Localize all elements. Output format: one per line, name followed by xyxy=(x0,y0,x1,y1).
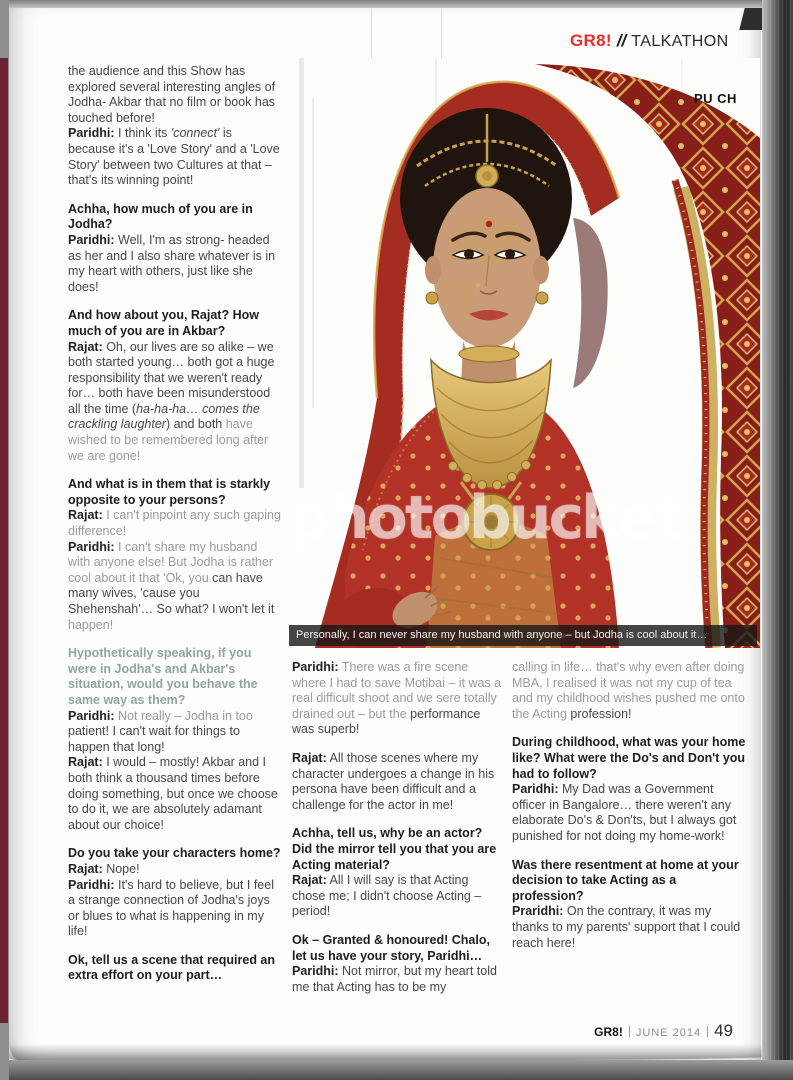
text-run: profession! xyxy=(570,706,632,721)
text-run: the audience and this Show has explored several interesting angles of Jodha- Akbar that no film or book has touched before! xyxy=(68,64,276,125)
text-run: Rajat: xyxy=(68,861,103,876)
question-heading: During childhood, what was your home like? What were the Do's and Don't you had to follow? xyxy=(512,735,746,781)
text-run: All I will say is that Acting chose me; I didn't choose Acting – period! xyxy=(292,873,482,919)
text-run: Rajat: xyxy=(292,873,327,888)
answer-paragraph xyxy=(512,904,748,951)
text-run: It's hard to believe, but I feel a strange connection of Jodha's joys or blues to what is happening in my life! xyxy=(68,877,274,939)
text-run: I think its xyxy=(114,126,171,141)
portrait-photo-illustration xyxy=(285,58,760,648)
text-run: Rajat: xyxy=(68,339,103,354)
text-run: happen! xyxy=(68,617,114,632)
header-slashes-icon: // xyxy=(616,31,627,50)
text-run: Paridhi: xyxy=(68,232,115,247)
page-bottom-shadow xyxy=(0,1044,793,1060)
text-run: Not mirror, but my heart told me that Acting has to be my xyxy=(292,964,497,994)
text-run: Paridhi: xyxy=(68,708,115,723)
text-run: Rajat: xyxy=(68,755,103,770)
answer-paragraph xyxy=(68,862,281,878)
answer-paragraph xyxy=(292,751,502,813)
text-run: There was a fire scene where I had to save Motibai – it was a real difficult shoot and we sere totally drained out – but the xyxy=(292,660,502,721)
text-run: ha-ha-ha… comes the crackling laughter xyxy=(68,401,260,432)
text-run: Paridhi: xyxy=(68,126,115,141)
footer-issue: JUNE 2014 xyxy=(635,1027,702,1039)
text-run: Paridhi: xyxy=(68,877,115,892)
text-run: ) and both xyxy=(165,417,226,432)
question-heading: Hypothetically speaking, if you were in Jodha's and Akbar's situation, would you behave the same way as them? xyxy=(68,646,258,707)
answer-paragraph xyxy=(68,878,281,940)
text-run: Nope! xyxy=(102,861,140,876)
text-run: have wished to be remembered long after we are gone! xyxy=(68,417,269,463)
text-run: 'connect' xyxy=(170,126,220,141)
text-run: calling in life… that's why even after doing MBA, I realised it was not my cup of tea and my childhood wishes pushed me onto the Acting xyxy=(512,660,745,721)
column-middle xyxy=(292,660,502,995)
footer-divider xyxy=(629,1026,630,1037)
text-run: I can't share my husband with anyone else! But Jodha is rather cool about it that 'Ok, you xyxy=(68,539,273,585)
question-heading: Ok – Granted & honoured! Chalo, let us have your story, Paridhi… xyxy=(292,932,490,963)
answer-paragraph xyxy=(512,782,748,844)
answer-paragraph xyxy=(68,126,281,188)
footer-divider xyxy=(707,1026,708,1037)
text-run: On the contrary, it was my thanks to my parents' support that I could reach here! xyxy=(512,904,741,950)
photo-block xyxy=(285,58,760,648)
text-run: Paridhi: xyxy=(68,539,115,554)
question-heading: And what is in them that is starkly opposite to your persons? xyxy=(68,477,271,507)
corner-note: PU CH xyxy=(694,91,737,106)
text-run: Rajat: xyxy=(68,508,103,523)
answer-paragraph xyxy=(68,64,281,126)
text-run: can have many wives, 'cause you Shehenshah'… So what? I won't let it xyxy=(68,570,275,616)
question-heading: Do you take your characters home? xyxy=(68,846,281,861)
answer-paragraph xyxy=(68,233,281,295)
scan-edge-bottom xyxy=(0,1060,793,1080)
question-heading: Was there resentment at home at your decision to take Acting as a profession? xyxy=(512,857,739,903)
column-left xyxy=(68,64,281,984)
text-run: I can't pinpoint any such gaping difference! xyxy=(68,508,281,539)
text-run: performance was superb! xyxy=(292,706,481,737)
answer-paragraph xyxy=(292,873,502,920)
answer-paragraph xyxy=(68,709,281,756)
text-run: I would – mostly! Akbar and I both think a thousand times before doing something, but once we choose to do it, we are absolutely adamant about our choice! xyxy=(68,755,278,832)
answer-paragraph xyxy=(68,755,281,833)
text-run: Oh, our lives are so alike – we both started young… both got a huge responsibility that we weren't ready for… both have been misunderstood all the time ( xyxy=(68,339,275,416)
text-run: Well, I'm as strong- headed as her and I also share whatever is in my heart with others, just like she does! xyxy=(68,232,276,294)
page-footer xyxy=(500,1021,733,1041)
photo-caption: Personally, I can never share my husband with anyone – but Jodha is cool about it… xyxy=(289,625,757,646)
question-heading: Ok, tell us a scene that required an extra effort on your part… xyxy=(68,952,276,983)
scan-edge-right xyxy=(762,0,793,1080)
answer-paragraph xyxy=(292,964,502,995)
question-heading: Achha, tell us, why be an actor? Did the mirror tell you that you are Acting material? xyxy=(292,826,497,872)
section-title: TALKATHON xyxy=(631,33,729,50)
text-run: Rajat: xyxy=(292,750,327,765)
text-run: Paridhi: xyxy=(292,660,339,674)
question-heading: Achha, how much of you are in Jodha? xyxy=(68,201,253,232)
text-run: Praridhi: xyxy=(512,904,564,919)
text-run: My Dad was a Government officer in Bangalore… there weren't any elaborate Do's & Don'ts, but I always got punished for not doing my home-work! xyxy=(512,782,737,843)
scan-edge-top xyxy=(0,0,793,8)
gr8-logo: GR8! xyxy=(570,31,612,50)
answer-paragraph xyxy=(68,340,281,465)
question-heading: And how about you, Rajat? How much of you are in Akbar? xyxy=(68,308,259,338)
answer-paragraph xyxy=(68,508,281,539)
footer-page-number: 49 xyxy=(714,1021,733,1040)
text-run: is because it's a 'Love Story' and a 'Love Story' between two Cultures at that – that's its winning point! xyxy=(68,126,280,188)
answer-paragraph xyxy=(512,660,748,722)
text-run: All those scenes where my character undergoes a change in his persona have been difficult and a challenge for the actor in me! xyxy=(292,750,495,812)
text-run: Paridhi: xyxy=(512,782,559,797)
text-run: Not really – Jodha in too xyxy=(114,708,253,723)
text-run: patient! I can't wait for things to happen that long! xyxy=(68,724,240,754)
answer-paragraph xyxy=(292,660,502,738)
magazine-header xyxy=(570,31,740,51)
answer-paragraph xyxy=(68,540,281,634)
photobucket-watermark: photobucket xyxy=(287,483,680,553)
text-run: Paridhi: xyxy=(292,964,339,979)
column-right xyxy=(512,660,748,951)
footer-brand: GR8! xyxy=(594,1025,623,1039)
previous-page-edge xyxy=(0,58,8,1023)
